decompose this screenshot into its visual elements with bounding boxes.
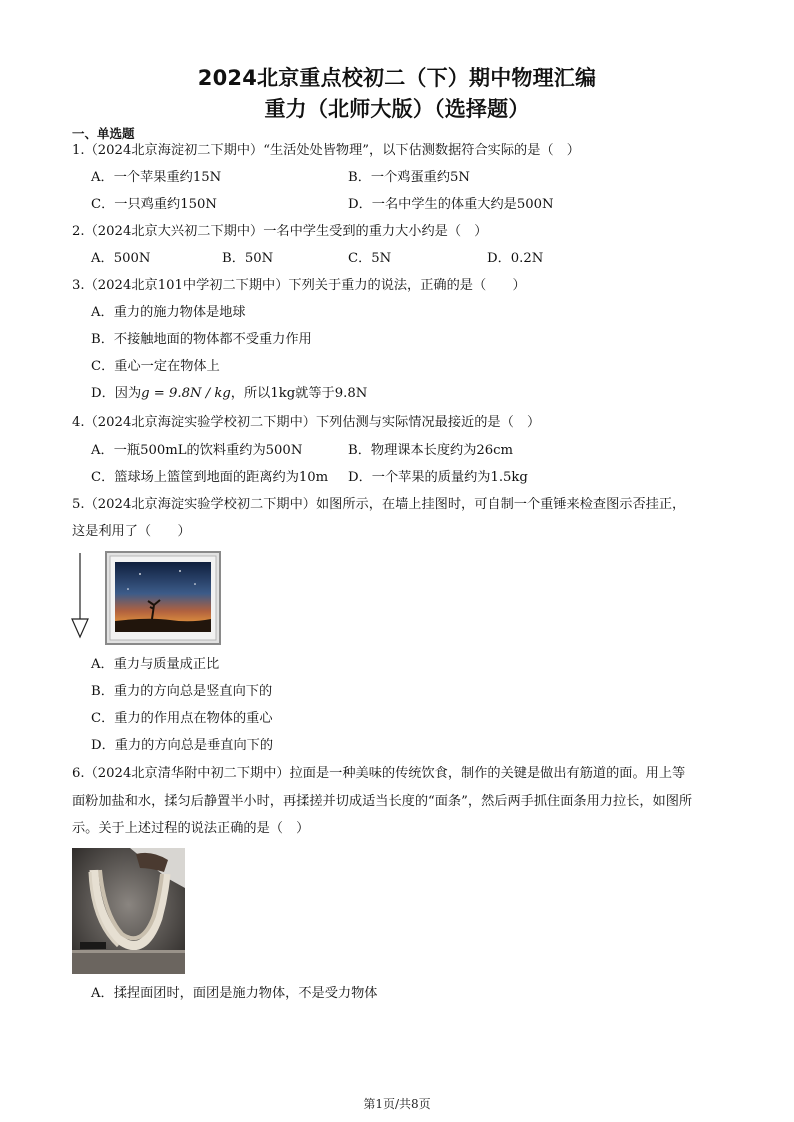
question-3-option-d <box>91 385 367 403</box>
question-6-option-a: A．揉捏面团时，面团是施力物体，不是受力物体 <box>91 986 378 1001</box>
question-4-option-a: A．一瓶500mL的饮料重约为500N <box>91 443 303 458</box>
question-3-option-d-suffix: ，所以1kg就等于9.8N <box>230 386 368 401</box>
question-6-stem-line2: 面粉加盐和水，揉匀后静置半小时，再揉搓并切成适当长度的“面条”，然后两手抓住面条用力拉长，如图所 <box>72 794 693 809</box>
question-2-option-a: A．500N <box>91 251 151 266</box>
question-5-option-b: B．重力的方向总是竖直向下的 <box>91 684 273 699</box>
question-5-stem-line2: 这是利用了（ ） <box>72 524 191 539</box>
document-title-line1: 2024北京重点校初二（下）期中物理汇编 <box>197 66 597 90</box>
question-5-option-c: C．重力的作用点在物体的重心 <box>91 711 273 726</box>
question-1-option-b: B．一个鸡蛋重约5N <box>348 170 470 185</box>
question-4-option-c: C．篮球场上篮筐到地面的距离约为10m <box>91 470 329 485</box>
question-4-option-b: B．物理课本长度约为26cm <box>348 443 514 458</box>
question-5-stem-line1: 5.（2024北京海淀实验学校初二下期中）如图所示，在墙上挂图时，可自制一个重锤来检查图示否挂正， <box>72 497 686 512</box>
question-1-option-c: C．一只鸡重约150N <box>91 197 217 212</box>
plumb-bob-figure <box>70 549 230 649</box>
question-3-option-c: C．重心一定在物体上 <box>91 359 220 374</box>
question-4-stem: 4.（2024北京海淀实验学校初二下期中）下列估测与实际情况最接近的是（ ） <box>72 415 541 430</box>
question-6-stem-line1: 6.（2024北京清华附中初二下期中）拉面是一种美味的传统饮食，制作的关键是做出有筋道的面。用上等 <box>72 766 686 781</box>
question-1-option-a: A．一个苹果重约15N <box>91 170 222 185</box>
question-3-option-a: A．重力的施力物体是地球 <box>91 305 246 320</box>
question-1-option-d: D．一名中学生的体重大约是500N <box>348 197 554 212</box>
question-5-option-d: D．重力的方向总是垂直向下的 <box>91 738 274 753</box>
question-6-stem-line3: 示。关于上述过程的说法正确的是（ ） <box>72 821 310 836</box>
question-3-option-b: B．不接触地面的物体都不受重力作用 <box>91 332 312 347</box>
question-2-option-c: C．5N <box>348 251 392 266</box>
question-4-option-d: D．一个苹果的质量约为1.5kg <box>348 470 528 485</box>
question-1-stem: 1.（2024北京海淀初二下期中）“生活处处皆物理”，以下估测数据符合实际的是（ ） <box>72 143 580 158</box>
page-number: 第1页/共8页 <box>363 1097 431 1111</box>
question-5-option-a: A．重力与质量成正比 <box>91 657 220 672</box>
question-2-option-b: B．50N <box>222 251 274 266</box>
question-3-option-d-prefix: D．因为 <box>91 386 142 401</box>
document-title-line2: 重力（北师大版）（选择题） <box>264 97 530 121</box>
section-heading: 一、单选题 <box>72 126 135 141</box>
question-2-stem: 2.（2024北京大兴初二下期中）一名中学生受到的重力大小约是（ ） <box>72 224 488 239</box>
question-2-option-d: D．0.2N <box>487 251 544 266</box>
noodle-pulling-photo <box>72 848 185 974</box>
question-3-stem: 3.（2024北京101中学初二下期中）下列关于重力的说法，正确的是（ ） <box>72 278 526 293</box>
question-3-formula: g = 9.8N / kg <box>141 386 231 401</box>
